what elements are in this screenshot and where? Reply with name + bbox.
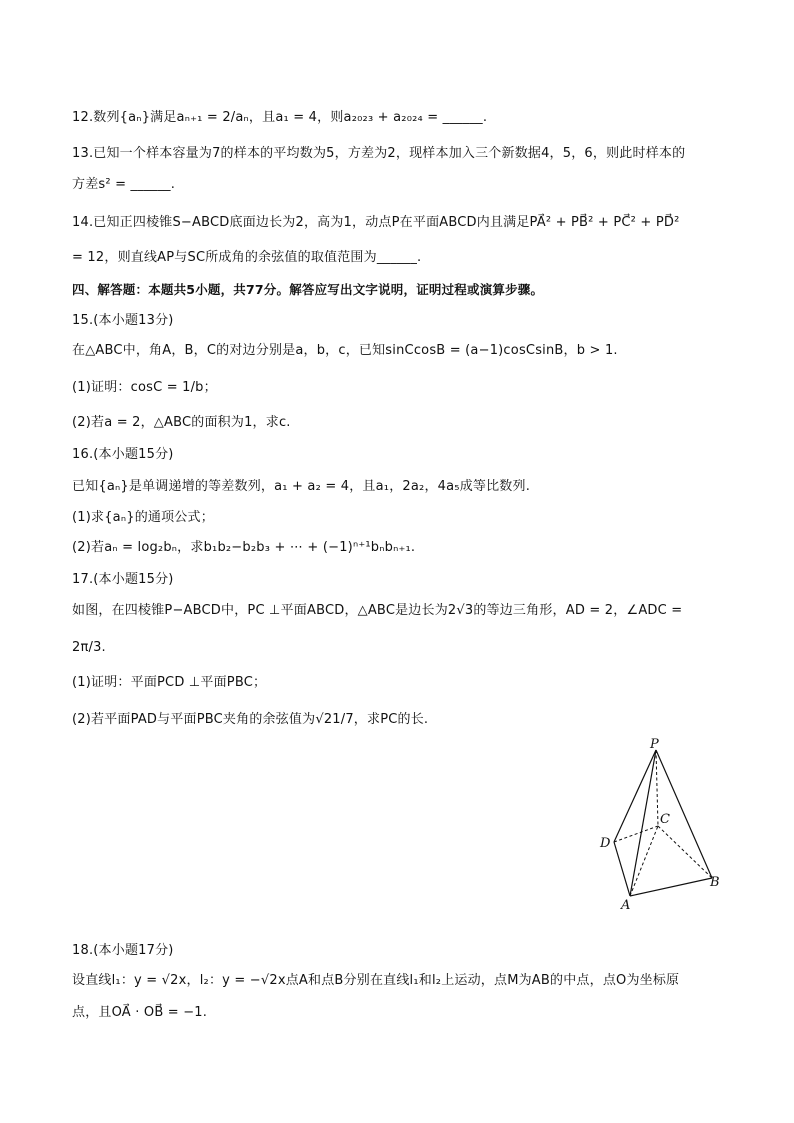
label-a: A [621,898,631,912]
problem-17-stem-line-1: 如图，在四棱锥P−ABCD中，PC ⊥平面ABCD，△ABC是边长为2√3的等边三角形，AD = 2，∠ADC = [72,603,683,618]
edge-pc [656,750,658,826]
label-b: B [710,875,720,890]
problem-18-heading: 18.(本小题17分) [72,943,174,958]
problem-15-part-1: (1)证明：cosC = 1/b； [72,380,217,395]
problem-13-line-2: 方差s² = ______. [72,177,176,192]
problem-15-part-2: (2)若a = 2，△ABC的面积为1，求c. [72,415,291,430]
problem-14-line-2: = 12，则直线AP与SC所成角的余弦值的取值范围为______. [72,250,422,265]
problem-17-heading: 17.(本小题15分) [72,572,174,587]
problem-17-stem-line-2: 2π/3. [72,640,106,655]
label-c: C [660,812,670,827]
problem-13-line-1: 13.已知一个样本容量为7的样本的平均数为5，方差为2，现样本加入三个新数据4，5，6，则此时样本的 [72,146,686,161]
problem-14-line-1: 14.已知正四棱锥S−ABCD底面边长为2，高为1，动点P在平面ABCD内且满足PA⃗² + PB⃗² + PC⃗² + PD⃗² [72,215,680,230]
problem-16-part-1: (1)求{aₙ}的通项公式； [72,510,214,525]
edge-pa [630,750,656,896]
edge-da [614,842,630,896]
problem-16-heading: 16.(本小题15分) [72,447,174,462]
problem-17-part-2: (2)若平面PAD与平面PBC夹角的余弦值为√21/7，求PC的长. [72,712,429,727]
problem-18-stem-line-2: 点，且OA⃗ · OB⃗ = −1. [72,1005,208,1020]
problem-15-heading: 15.(本小题13分) [72,313,174,328]
problem-18-stem-line-1: 设直线l₁：y = √2x，l₂：y = −√2x点A和点B分别在直线l₁和l₂上运动，点M为AB的中点，点O为坐标原 [72,973,680,988]
section-4-heading: 四、解答题：本题共5小题，共77分。解答应写出文字说明，证明过程或演算步骤。 [72,282,544,297]
label-p: P [650,737,659,752]
problem-17-part-1: (1)证明：平面PCD ⊥平面PBC； [72,675,267,690]
problem-16-part-2: (2)若aₙ = log₂bₙ，求b₁b₂−b₂b₃ + ⋯ + (−1)ⁿ⁺¹bₙbₙ₊₁. [72,540,416,555]
edge-ab [630,878,712,896]
problem-15-stem: 在△ABC中，角A，B，C的对边分别是a，b，c，已知sinCcosB = (a−1)cosCsinB，b > 1. [72,343,618,358]
edge-ac [630,826,658,896]
edge-cb [658,826,712,878]
label-d: D [600,836,611,851]
problem-12: 12.数列{aₙ}满足aₙ₊₁ = 2/aₙ，且a₁ = 4，则a₂₀₂₃ + a₂₀₂₄ = ______. [72,110,488,125]
edge-pd [614,750,656,842]
problem-16-stem: 已知{aₙ}是单调递增的等差数列，a₁ + a₂ = 4，且a₁，2a₂，4a₅成等比数列. [72,479,531,494]
pyramid-figure [592,734,732,912]
